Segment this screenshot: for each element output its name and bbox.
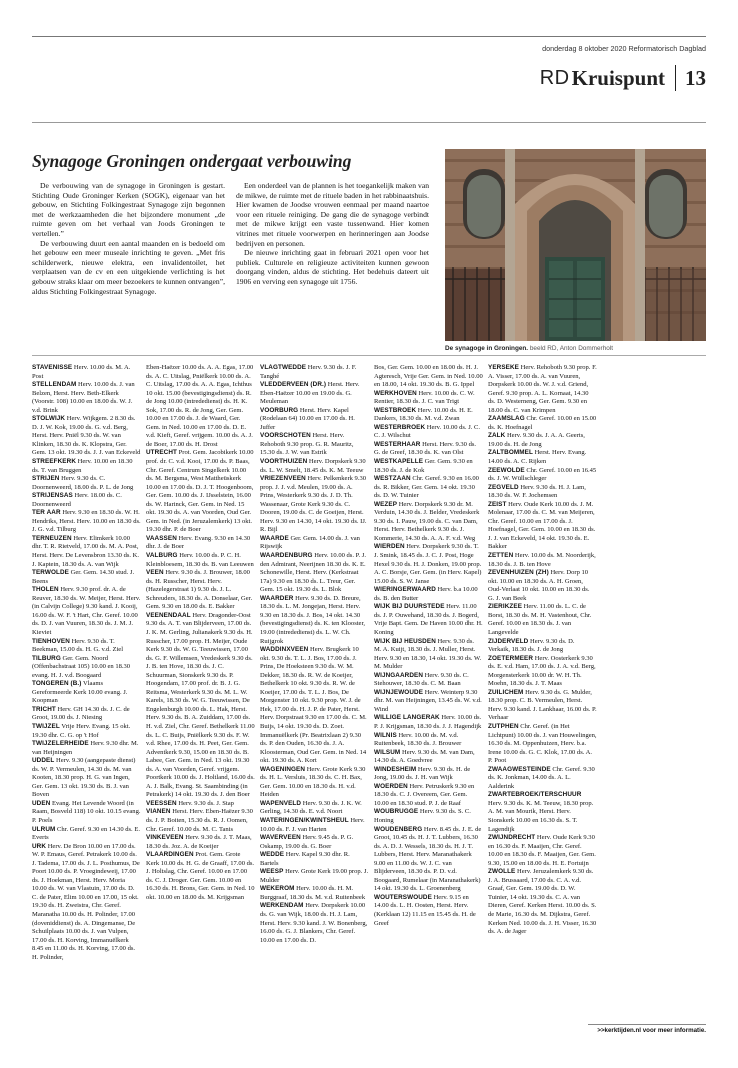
listing-place: ZEIST [488,500,507,508]
church-listing [374,501,483,544]
listing-services: Herst. Herv. Evang. 14.00 ds. A. C. Rijken [488,449,587,466]
listing-place: STOLWIJK [32,415,66,423]
church-listing [32,757,141,800]
church-listing [374,638,483,672]
church-listing [374,424,483,441]
listing-services: Herv. 9.30 (aangepaste dienst) ds. W. P. Vermeulen, 14.30 ds. M. van Kooten, 18.30 prop. H. G. van Ingen, Ger. Gem. 13 okt. 19.30 ds. B. J. van Boven [32,757,136,799]
listing-services: Chr. Geref. 10.00 en 15.00 ds. K. Hoefnagel [488,415,597,431]
listing-place: WAARDENBURG [260,552,313,560]
listing-services: Herv. 10.00 ds. M. Noorderijk, 18.30 ds. J. B. ten Hove [488,552,596,568]
church-listing [374,441,483,458]
listing-services: Eben-Haëzer 10.00 ds. A. A. Egas, 17.00 ds. A. C. Uitslag, Pniëlkerk 10.00 ds. A. C. Uitslag, 17.00 ds. A. A. Egas, Ichthus 10 okt. 15.00 (bevestigingsdienst) ds. R. de Jong 10.00 (intrededienst) ds. H. K. Sok, 17.00 ds. R. de Jong, Ger. Gem. 10.00 en 17.00 ds. J. de Waard, Ger. Gem. in Ned. 10.00 en 17.00 ds. D. E. v.d. Kieft, Geref. vrijgem. 10.00 ds. A. J. de Boer, 17.00 ds. H. Drost [146,364,254,448]
listing-services: Herv. 10.00 ds. J. van Belzen, Herst. Herv. Beth-Elkerk (Voorstr. 108) 10.00 en 18.00 ds. W. J. v.d. Brink [32,381,135,414]
listing-services: Herv. Jeruzalemkerk 9.30 ds. J. A. Brussaard, 17.00 ds. C. A. v.d. Graaf, Ger. Gem. 19.00 ds. D. W. Tuinier, 14 okt. 19.30 ds. C. A. van Dieren, Geref. Kerken Herst. 10.00 ds. S. de Marie, 16.30 ds. M. Dijkstra, Geref. Kerken Ned. 10.00 ds. J. H. Visser, 16.30 ds. A. de Jager [488,868,597,936]
listing-services: Herv. Dorpskerk 10.00 ds. G. van Wijk, 18.00 ds. H. J. Lam, Herst. Herv. 9.30 kand. J. W. Bonenberg, 16.00 ds. G. J. Blankers, Chr. Geref. 10.00 en 17.00 ds. D. [260,902,368,944]
church-listing [488,552,597,569]
church-listing [374,783,483,809]
listing-services: Herv. Dragonder-Oost 9.30 ds. A. T. van Blijderveen, 17.00 ds. J. K. M. Gerling, Julianakerk 9.30 ds. H. Russcher, 17.00 prop. H. Meijer, Oude Kerk 9.30 ds. W. G. Teeuwissen, 17.00 ds. G. F. Willemsen, Vredeskerk 9.30 ds. J. B. ten Hove, 18.30 ds. J. C. Schuurman, Sionskerk 9.30 ds. P. Hoogendam, 17.00 prof. dr. B. J. G. Reitsma, Westerkerk 9.30 ds. M. L. W. Karels, 18.30 ds. W. G. Teeuwissen, De Engelenburgh 10.00 ds. L. Hak, Herst. Herv. 9.30 ds. B. A. Zuiddam, 17.00 ds. H. v.d. Ziel, Chr. Geref. Bethelkerk 11.00 ds. L. C. Buijs, Pniëlkerk 9.30 ds. F. W. v.d. Rhee, 17.00 ds. H. Peet, Ger. Gem. Adventkerk 9.30, 15.00 en 18.30 ds. B. Labee, Ger. Gem. in Ned. 13 okt. 19.30 ds. A. van Voorden, Geref. vrijgem. Poortkerk 10.00 ds. J. Holtland, 16.00 ds. A. J. Balk, Evang. St. Saambinding (in Petrakerk) 14 okt. 19.30 ds. J. den Boer [146,611,255,799]
church-listing [32,843,141,963]
listing-services: Herv. 9.30 ds. J. Stap [178,799,234,807]
church-listing [260,475,369,535]
listing-place: STRIJENSAS [32,492,73,500]
church-listing [32,655,141,681]
listing-place: WINDESHEIM [374,765,417,773]
church-listing [374,766,483,783]
listing-place: WEZEP [374,500,398,508]
listing-services: Herv. 18.00 ds. C. Doornenweerd [32,492,122,508]
church-listing [146,808,255,834]
listing-place: WOUBRUGGE [374,808,419,816]
listing-column-1 [32,364,141,1054]
listing-place: TERNEUZEN [32,534,72,542]
listing-services: Herv. 9.30 ds. H. J. Lam, 18.30 ds. W. F. Jochemsen [488,483,586,500]
listing-services: Herv. Dorpskerk 9.30 dr. M. Verduin, 14.30 ds. J. Belder, Vredeskerk 9.30 ds. I. Pauw, 19.00 ds. C. van Dam, Herst. Herv. Bethelkerk 9.30 ds. J. Kommerie, 14.30 ds. A. A. F. v.d. Weg [374,500,480,542]
listing-services: Herv. 10.00 ds. F. J. van Harten [260,816,365,833]
listing-place: VALBURG [146,552,178,560]
synagogue-photo [445,149,706,341]
listing-place: STREEFKERK [32,458,76,466]
listing-place: ZETTEN [488,552,514,560]
caption-text: De synagoge in Groningen. [445,345,529,352]
listing-services: Herv. 9.30 prof. dr. A. de Reuver, 18.30 ds. W. Meijer, Herst. Herv. (in Calvijn College) 9.30 kand. J. Kooij, 16.00 ds. W. F. 't Hart, Chr. Geref. 10.00 ds. D. J. van Vuuren, 18.30 ds. J. M. J. Kieviet [32,586,141,636]
listing-column-5 [488,364,597,1054]
listing-services: Herv. Dorpskerk 9.30 ds. T. J. Smink, 18.45 ds. J. C. J. Post, Hoge Hexel 9.30 ds. H. J. Donken, 19.00 prop. A. C. Borsje, Ger. Gem. (in Herv. Kapel) 15.00 ds. S. W. Janse [374,543,482,585]
listing-place: ZWARTEBROEK/TERSCHUUR [488,791,582,799]
church-listing [32,680,141,706]
listing-place: WAARDER [260,594,294,602]
listing-place: VOORTHUIZEN [260,458,308,466]
church-listing [32,415,141,458]
photo-credit: beeld RD, Anton Dommerholt [529,345,613,352]
listing-services: Herv. 10.00 ds. M. A. Post [32,364,131,380]
church-listing [488,655,597,689]
church-listing [260,851,369,868]
listing-place: THOLEN [32,586,59,594]
listing-services: Herv. b.a 10.00 ds. B. den Butter [374,586,478,602]
listing-place: VINKEVEEN [146,834,184,842]
church-listing [374,543,483,586]
listing-place: WIJK BIJ DUURSTEDE [374,603,445,611]
listing-place: ULRUM [32,825,56,833]
more-info-link[interactable]: >>kerktijden.nl voor meer informatie. [597,1027,706,1034]
church-listing [32,569,141,586]
listing-services: Herv. Elimkerk 10.00 dhr. T. R. Rietveld, 17.00 ds. M. A. Post, Herst. Herv. De Levensbron 13.30 ds. K. J. Kaptein, 18.30 ds. A. van Wijk [32,534,140,568]
listing-place: WOUTERSWOUDE [374,893,432,901]
church-listing [32,586,141,637]
church-listing [260,766,369,800]
listing-column-3 [260,364,369,1054]
listing-place: WEDDE [260,851,285,859]
church-listing [260,364,369,381]
listing-services: Chr. Geref. 9.30 ds. K. Jonkman, 14.00 ds. A. L. Aalderink [488,765,595,790]
church-listing [32,364,141,381]
church-listing [260,817,369,834]
listing-services: Vlaams Gereformeerde Kerk 10.00 evang. J. Koopman [32,680,128,705]
church-listing [260,535,369,552]
listing-services: Herv. Wijkgem. 2 8.30 ds. D. J. W. Kok, 19.00 ds. G. v.d. Berg, Herst. Herv. Pniël 9.30 ds. W. van Klinken, 18.30 ds. K. Klopstra, Ger. Gem. 13 okt. 19.30 ds. J. J. van Eckeveld [32,415,141,457]
church-listing [32,535,141,569]
church-listing [32,492,141,509]
listing-services: Herv. 10.00 ds. P. J. den Admirant, Neerijnen 18.30 ds. K. E. Schonewille, Herst. Herv. (Kerkstraat 17a) 9.30 en 18.30 ds. L. Treur, Ger. Gem. 15 okt. 19.30 ds. L. Blok [260,552,366,594]
listing-place: WILNIS [374,731,397,739]
page-number: 13 [685,65,706,90]
listing-place: STAVENISSE [32,364,73,371]
listing-place: ZALK [488,432,506,440]
listing-place: WIJNJEWOUDE [374,688,424,696]
listing-place: STRIJEN [32,475,60,483]
listing-place: WAPENVELD [260,799,302,807]
listing-place: VRIEZENVEEN [260,475,306,483]
church-listing [374,732,483,749]
church-listing [32,638,141,655]
listing-place: WESTBROEK [374,406,417,414]
listing-place: TWIJZELERHEIDE [32,740,89,748]
listing-place: TER AAR [32,509,61,517]
church-listing [374,586,483,603]
listing-place: WIERDEN [374,543,405,551]
listing-services: Herv. Oosterkerk 9.30 ds. E. v.d. Ham, 17.00 ds. J. A. v.d. Berg, Morgensterkerk 10.00 dr. W. H. Th. Moehn, 18.30 ds. J. T. Maas [488,654,596,688]
church-listing [488,766,597,792]
listing-place: ZEEWOLDE [488,466,525,474]
listing-services: Herv. 10.00 ds. H. E. Dankers, 18.30 ds. M. v.d. Zwan [374,406,473,423]
church-listing [260,381,369,407]
listing-place: WOUDENBERG [374,825,423,833]
church-listing [32,800,141,826]
church-listing [374,407,483,424]
church-listing [260,458,369,475]
church-listing [260,595,369,646]
listing-place: VEENENDAAL [146,611,191,619]
church-listing [488,449,597,466]
church-listing [32,740,141,757]
listing-place: YERSEKE [488,364,520,371]
church-listing [146,569,255,612]
listing-place: ZAAMSLAG [488,415,525,423]
listing-place: VLEDDERVEEN (DR.) [260,381,327,389]
listing-place: URK [32,842,47,850]
listing-place: WOERDEN [374,782,408,790]
listing-services: Chr. Geref. 9.30 en 14.30 ds. E. Everts [32,825,140,842]
listing-services: Herv. Dorp 10 okt. 10.00 en 18.30 ds. A. H. Groen, Oud-Verlaat 10 okt. 10.00 en 18.30 ds. G. J. van Beek [488,569,590,602]
listing-services: Herv. Grote Kerk 19.00 prop. J. Mulder [260,868,369,884]
listing-place: ZIJDERVELD [488,637,529,645]
listing-services: Herv. 10.00 ds. M. v.d. Ruitenbeek, 18.30 ds. J. Brouwer [374,731,462,748]
church-listing [488,364,597,415]
listing-services: Herv. 9.30 ds. D. Breure, 18.30 ds. L. M. Jongejan, Herst. Herv. 9.30 en 18.30 ds. J. Bos, 14 okt. 14.30 (bevestigingsdienst) ds. K. ten Klooster, 19.00 (intrededienst) ds. L. W. Ch. Ruijgrok [260,594,366,645]
listing-services: Herv. 9.30 ds. J. A. A. Geerts, 19.00 ds. H. de Jong [488,432,585,448]
article-headline: Synagoge Groningen ondergaat verbouwing [32,151,352,171]
church-listing [146,449,255,534]
listing-services: Herv. 10.00 ds. J. C. C. J. Wilschut [374,423,481,440]
listing-services: Herst. Herv. 9.30 ds. G. de Greef, 18.30 ds. K. van Olst [374,440,477,457]
listing-services: Herv. Petruskerk 9.30 en 18.30 ds. C. J. Overeem, Ger. Gem. 10.00 en 18.30 stud. P. J. de Raaf [374,782,475,807]
listing-place: ZWIJNDRECHT [488,834,536,842]
listing-services: Herv. 8.45 ds. J. E. de Groot, 10.45 ds. H. J. T. Lubbers, 16.30 ds. A. D. J. Wessels, 18.30 ds. H. J. T. Lubbers, Herst. Herv. Maranathakerk 9.00 en 11.00 ds. W. J. C. van Blijderveen, 18.30 ds. P. D. v.d. Boogaard, Rumelaar (in Maranathakerk) 14 okt. 19.30 ds. L. Groenenberg [374,825,482,893]
listing-services: Herv. 9.30 ds. C. Doornenweerd, 18.00 ds. P. L. de Jong [32,475,134,491]
listing-services: Herv. Weinterp 9.30 dhr. M. van Heijningen, 13.45 ds. W. v.d. Wind [374,688,482,713]
listing-services: Herv. 11.00 ds. J. P. Ouwehand, 18.30 ds. J. Bogerd, Vrije Bapt. Gem. De Haven 10.00 dhr. H. Koning [374,603,483,636]
church-listing [374,826,483,894]
church-listing [488,868,597,936]
listing-place: ZWOLLE [488,868,516,876]
listing-services: Herv. 9.30 ds. C. Stehouwer, 18.30 ds. C. M. Baan [374,671,469,688]
listing-services: Ger. Gem. 14.00 ds. J. van Rijswijk [260,534,360,551]
listing-services: Herv. 10.00 en 18.30 ds. T. van Bruggen [32,458,133,474]
church-listing [374,475,483,501]
listing-services: Prot. Gem. Grote Kerk 10.00 ds. H. G. de Graaff, 17.00 ds. J. Holtslag, Chr. Geref. 10.00 en 17.00 ds. C. J. Droger. Ger. Gem. 10.00 en 16.30 ds. H. Brons, Ger. Gem. in Ned. 10 okt. 10.00 en 18.00 ds. M. Krijgsman [146,851,255,901]
listing-place: WILSUM [374,748,401,756]
listing-services: Herv. 9.15 en 14.00 ds. L. H. Oosten, Herst. Herv. (Kerklaan 12) 11.15 en 15.45 ds. H. de Greef [374,893,476,927]
listing-services: Chr. Geref. (in Het Lichtpunt) 10.00 ds. J. van Houwelingen, 16.30 ds. M. Oppenhuizen, Herv. b.a. Irene 10.00 ds. G. C. Klok, 17.00 ds. A. P. Poot [488,722,597,765]
church-listing [146,535,255,552]
listing-services: Herv. De Bron 10.00 en 17.00 ds. W. P. Emaus, Geref. Petrakerk 10.00 ds. J. Tadema, 17.00 ds. J. L. Posthumus, De Poort 10.00 ds. P. Vroegindeweij, 17.00 ds. J. Hoekman, Herst. Herv. Moria 10.00 ds. W. van Vlastuin, 17.00 ds. D. C. de Pater, Elim 10.00 en 17.00, 15 okt. 19.30 ds. H. Zweistra, Chr. Geref. Maranatha 10.00 ds. H. Polinder, 17.00 (doveniddienst) ds. A. Dingemanse, De Schuilplaats 10.00 ds. J. van Vulpen, 17.00 ds. H. Korving, Immanuëlkerk 8.45 en 11.00 ds. H. Korving, 17.00 ds. H. Polinder, [32,842,140,961]
masthead-divider [675,65,676,91]
listing-place: ZUILICHEM [488,688,524,696]
listing-place: WADDINXVEEN [260,646,309,654]
church-listing [488,484,597,501]
church-listing [260,834,369,851]
listing-services: Herv. 9.30 ds. H. de Jong, 19.00 ds. J. H. van Wijk [374,765,471,782]
section-masthead [540,62,706,94]
church-listing [146,834,255,851]
listing-place: UDEN [32,799,51,807]
listing-services: Herv. Oude Kerk 10.00 ds. J. M. Molenaar, 17.00 ds. C. M. van Meijeren, Chr. Geref. 10.00 en 17.00 ds. J. Hoefnagel, Ger. Gem. 10.00 en 18.30 ds. J. J. van Eckeveld, 14 okt. 19.30 ds. E. Bakker [488,500,596,551]
church-listing [488,603,597,637]
listing-place: VLAARDINGEN [146,851,194,859]
listing-services: Herv. Dorpskerk 9.30 ds. L. W. Smelt, 18.45 ds. K. M. Teeuw [260,458,366,474]
church-listing [260,407,369,433]
article-column-2 [236,181,429,287]
church-listing [374,603,483,637]
church-listing [488,467,597,484]
church-listing [488,791,597,834]
church-listing [488,638,597,655]
article-column-1 [32,181,225,296]
section-rule [32,122,706,123]
church-listing [488,569,597,603]
listing-place: WIJK BIJ HEUSDEN [374,637,436,645]
listing-services: Herv. Rehoboth 9.30 prop. F. A. Visser, 17.00 ds. A. van Vuuren, Dorpskerk 10.00 ds. W. J. v.d. Griend, Geref. 9.30 prop. A. L. Kornaat, 14.30 ds. D. Westerneng, Ger. Gem. 9.30 en 18.00 ds. C. van Krimpen [488,364,597,414]
listing-place: WEESP [260,868,284,876]
listing-services: Herv. 9.30 ds. D. Verkaik, 18.30 ds. J. de Jong [488,637,575,654]
listing-services: Herv. GH 14.30 ds. J. C. de Groot, 19.00 ds. J. Niesing [32,705,130,722]
listing-place: TONGEREN (B.) [32,680,82,688]
listing-services: Herv. 9.30 ds. J. Brouwer, 18.00 ds. H. Russcher, Herst. Herv. (Hazelegerstraat 1) 9.30 ds. J. L. Schreuders, 18.30 ds. A. Donselaar, Ger. Gem. 9.30 en 18.00 ds. E. Bakker [146,569,253,611]
dateline: donderdag 8 oktober 2020 Reformatorisch Dagblad [542,44,706,53]
listing-place: WIERINGERWAARD [374,586,436,594]
listing-place: UDDEL [32,757,55,765]
church-listing [146,552,255,569]
listing-services: Herv. 9.30 ds. J. T. Maas, 18.30 ds. Joz. A. de Koeijer [146,834,252,850]
listing-place: ZEGVELD [488,483,519,491]
church-listing [488,501,597,552]
article-paragraph: De verbouwing van de synagoge in Groningen is gestart. Stichting Oude Groninger Kerken (SOGK), eigenaar van het gebouw, en Stichting Folkingestraat Synagoge zijn begonnen met de werkzaamheden die het bijzondere monument „de ruimte geven om het verhaal van Joods Groningen te vertellen.” [32,181,225,238]
listing-place: TERWOLDE [32,569,69,577]
listing-place: ZOETERMEER [488,654,534,662]
listing-services: Herv. 9.30 ds. J. F. Tanghé [260,364,357,380]
listing-place: WESTERHAAR [374,440,421,448]
listing-place: TILBURG [32,654,61,662]
listing-services: Herv. Pelkenkerk 9.30 prop. J. J. v.d. Meulen, 19.00 ds. A. Prins, Westerkerk 9.30 ds. J. D. Th. Wassenaar, Grote Kerk 9.30 ds. C. Dooren, 19.00 ds. C. de Goeijen, Herst. Herv. 9.30 en 14.30, 14 okt. 19.30 ds. IJ. R. Bijl [260,475,367,534]
listing-services: Herst. Herv. Eben-Haëzer 9.30 ds. J. P. Boiten, 15.30 ds. R. J. Oomen, Chr. Geref. 10.00 ds. M. C. Tanis [146,808,253,833]
listing-place: WATERINGEN/KWINTSHEUL [260,816,349,824]
church-listing [488,689,597,723]
listing-place: ZALTBOMMEL [488,449,533,457]
church-listing [374,808,483,825]
listing-place: WILLIGE LANGERAK [374,714,440,722]
listing-place: WESTKAPELLE [374,458,424,466]
footer-rule [588,1024,706,1025]
listing-column-2 [146,364,255,1054]
listing-place: STELLENDAM [32,381,77,389]
church-listing [374,672,483,689]
church-listing [488,415,597,432]
listing-services: Herv. 9.30 dhr. M. van Heijningen [32,740,139,756]
listing-place: UTRECHT [146,449,178,457]
listing-services: Herv. Evang. 9.30 en 14.30 dhr. J. de Boer [146,534,251,551]
church-listing [32,826,141,843]
church-listing [260,432,369,458]
church-listing [374,364,483,390]
listing-services: Ger. Gem. 14.30 stud. J. Beens [32,569,135,585]
church-listing [146,851,255,902]
church-listing [32,475,141,492]
church-listing [374,714,483,731]
church-listing [374,894,483,928]
listing-place: VOORBURG [260,406,299,414]
church-listing [32,723,141,740]
listing-place: WIJNGAARDEN [374,671,424,679]
section-name: Kruispunt [571,65,665,90]
listing-services: Chr. Geref. 9.30 en 16.00 ds. R. Bikker, Ger. Gem. 14 okt. 19.30 ds. D. W. Tuinier [374,475,479,500]
listing-services: Herv. 9.30 ds. M. van Dam, 14.30 ds. A. Goedvree [374,748,475,765]
listing-place: ZIERIKZEE [488,603,523,611]
church-listing [260,868,369,885]
listing-services: Herv. 9.45 ds. P. G. Oskamp, 19.00 ds. G. Boer [260,834,354,850]
listing-services: Herv. 9.30 ds. S. C. Honing [374,808,471,824]
listing-place: WESTZAAN [374,475,411,483]
church-listing [488,834,597,868]
listing-services: Bos, Ger. Gem. 10.00 en 18.00 ds. H. J. Agteresch, Vrije Ger. Gem. in Ned. 10.00 en 18.00, 14 okt. 19.30 ds. B. G. Ippel [374,364,483,389]
church-listing [32,706,141,723]
photo-caption [445,345,706,352]
church-listing [260,902,369,945]
listing-place: TIENHOVEN [32,637,70,645]
top-rule [32,36,706,37]
church-listing [488,432,597,449]
listing-services: Herv. 11.00 ds. L. C. de Borst, 18.30 ds. M. H. Vastenhout, Chr. Geref. 10.00 en 18.30 ds. J. van Langevelde [488,603,592,636]
listing-place: WESTERBROEK [374,423,426,431]
listing-services: Vrije Herv. Evang. 15 okt. 19.30 dhr. C. G. op 't Hof [32,722,131,739]
section-prefix: RD [539,66,570,89]
church-listing [146,800,255,809]
synagogue-facade-illustration [445,149,706,341]
listing-services: Herv. 9.30 ds. T. Beekman, 15.00 ds. H. G. v.d. Ziel [32,637,124,654]
listing-services: Herv. 10.00 ds. P. C. H. Kleinbloesem, 18.30 ds. B. van Leeuwen [146,552,254,568]
church-listing [260,552,369,595]
listing-place: VAASSEN [146,534,177,542]
church-listing [32,458,141,475]
listing-place: ZEVENHUIZEN (ZH) [488,569,549,577]
listing-services: Herv. Kapel 9.30 dhr. R. Bartels [260,851,350,867]
listing-services: Ger. Gem. Noord (Offenbachstraat 105) 10.00 en 18.30 evang. H. J. v.d. Boogaard [32,654,131,679]
listing-place: TWIJZEL [32,722,60,730]
listing-services: Herv. 9.30 ds. K. M. Teeuw, 18.30 prop. A. M. van Mourik, Herst. Herv. Sionskerk 10.00 en 16.30 ds. S. T. Lagendijk [488,799,594,833]
listing-services: Chr. Geref. 10.00 en 16.45 ds. J. W. Wüllschleger [488,466,597,483]
listing-place: VEESSEN [146,799,177,807]
church-listing [260,800,369,817]
listings-rule [32,355,706,356]
listing-services: Herv. 9.30 ds. J. K. W. Gerling, 14.30 ds. E. v.d. Noort [260,799,362,816]
church-listing [488,723,597,766]
listing-services: Herv. 9.30 en 18.30 ds. W. H. Hendriks, Herst. Herv. 10.00 en 18.30 ds. J. G. v.d. Tilburg [32,509,141,534]
listing-place: ZWAAGWESTEINDE [488,765,551,773]
listing-place: ZUTPHEN [488,722,519,730]
listing-services: Herv. Grote Kerk 9.30 ds. H. L. Versluis, 18.30 ds. C. H. Bax, Ger. Gem. 10.00 en 18.30 ds. H. v.d. Heiden [260,765,366,799]
listing-services: Herv. 10.00 ds. C. W. Rentier, 18.30 ds. J. C. van Trigt [374,389,475,406]
listing-place: WAGENINGEN [260,765,306,773]
listing-services: Herv. 10.00 ds. P. J. Krijgsman, 18.30 ds. J. J. Hagendijk [374,714,482,730]
church-listing [374,390,483,407]
listing-services: Evang. Het Levende Woord (in Raam, Bosveld 118) 10 okt. 10.15 evang. P. Poels [32,799,141,824]
listing-place: VEEN [146,569,164,577]
listing-services: Herst. Herv. Eben-Haëzer 10.00 en 19.00 ds. G. Meuleman [260,381,360,406]
article-paragraph: Een onderdeel van de plannen is het toegankelijk maken van de mikwe, de ruimte met de rituele baden in het rabbinaatshuis. Hier kwamen de Joodse vrouwen eenmaal per maand naartoe voor een rituele reiniging. De gang die de synagoge verbindt met de mikwe krijgt een vaste tussenwand. Hier komen vitrines met rituele voorwerpen en herinneringen aan Joodse bedrijven en personen. [236,181,429,248]
listing-place: WAARDE [260,534,289,542]
article-paragraph: De nieuwe inrichting gaat in februari 2021 open voor het publiek. Culturele en religieuze activiteiten kunnen gewoon doorgang vinden, aldus de stichting. Het bedehuis dateert uit 1906 en verving een synagoge uit 1756. [236,248,429,286]
listing-column-4 [374,364,483,1054]
listing-services: Herv. Oude Kerk 9.30 en 16.30 ds. F. Maaijen, Chr. Geref. 10.00 en 18.30 ds. F. Maaijen, Ger. Gem. 9.30, 15.00 en 18.00 ds. H. E. Fortuijn [488,834,596,867]
church-listing [374,689,483,715]
listing-services: Prot. Gem. Jacobikerk 10.00 prof. dr. C. v.d. Kooi, 17.00 ds. P. Baas, Chr. Geref. Centrum Singelkerk 10.00 ds. M. Bergsma, West Mattheüskerk 10.00 en 17.00 ds. D. J. T. Hoogenboom, Ger. Gem. 10.00 ds. J. IJsselstein, 16.00 ds. W. Harinck, Ger. Gem. in Ned. 15 okt. 19.30 ds. A. van Voorden, Oud Ger. Gem. in Ned. (in Jeruzalemkerk) 13 okt. 19.30 dhr. P. de Boer [146,449,254,534]
listing-place: VOORSCHOTEN [260,432,311,440]
listing-place: WEKEROM [260,885,295,893]
church-listing [146,612,255,800]
listing-services: Herv. 10.00 ds. H. M. Burggraaf, 18.30 ds. M. v.d. Ruitenbeek [260,885,366,901]
church-listing [374,749,483,766]
church-listing [260,885,369,902]
listing-services: Herv. 9.30 ds. G. Mulder, 18.30 prop. C. B. Vermeulen, Herst. Herv. 9.30 kand. J. Lankhaar, 16.00 ds. P. Verhaar [488,688,597,722]
church-listing [32,509,141,535]
listing-place: WERKHOVEN [374,389,417,397]
listing-place: WAVERVEEN [260,834,301,842]
listing-services: Herv. Brugkerk 10 okt. 9.30 ds. T. L. J. Bos, 17.00 ds. J. Prins, De Hoeksteen 9.30 ds. W. M. Dekker, 18.30 ds. R. W. de Koeijer, Bethelkerk 10 okt. 9.30 ds. R. W. de Koeijer, 17.00 ds. T. L. J. Bos, De Morgenster 10 okt. 9.30 prop. W. J. de Hek, 17.00 ds. H. J. P. de Pater, Herst. Herv. Dorpstraat 9.30 en 17.00 ds. C. M. Buijs, 14 okt. 19.30 ds. D. Zoet. Immanuëlkerk (Pr. Beatrixlaan 2) 9.30 ds. P. den Ouden, 16.30 ds. J. A. Kloosterman, Oud Ger. Gem. in Ned. 14 okt. 19.30 ds. A. Kort [260,646,367,765]
listing-services: Herst. Herv. Kapel (Rodelaan 64) 10.00 en 17.00 ds. H. Juffer [260,406,355,431]
listing-place: VLAGTWEDDE [260,364,307,371]
church-listing [146,364,255,449]
listing-place: VIANEN [146,808,171,816]
article-paragraph: De verbouwing duurt een aantal maanden en is bedoeld om het gebouw een meer museale inrichting te geven. „Met fris schilderwerk, nieuwe elektra, een invalidentoilet, het verplaatsen van de cv en een uitgekiende verlichting is het gebouw straks klaar om meer bezoekers te kunnen ontvangen”, aldus Stichting Folkingestraat Synagoge. [32,238,225,296]
listing-place: TRICHT [32,705,56,713]
church-listing [260,646,369,766]
church-listing [374,458,483,475]
listing-services: Ger. Gem. 9.30 en 18.30 ds. J. de Kok [374,458,473,474]
church-listing [32,381,141,415]
listing-services: Herst. Herv. Rehoboth 9.30 prop. G. R. Mauritz, 15.30 ds. J. W. van Estrik [260,432,354,457]
listing-place: WERKENDAM [260,902,304,910]
listing-services: Herv. 9.30 ds. M. A. Kuijt, 18.30 ds. J. Muller, Herst. Herv. 9.30 en 18.30, 14 okt. 19.30 ds. W. M. Mulder [374,637,482,671]
